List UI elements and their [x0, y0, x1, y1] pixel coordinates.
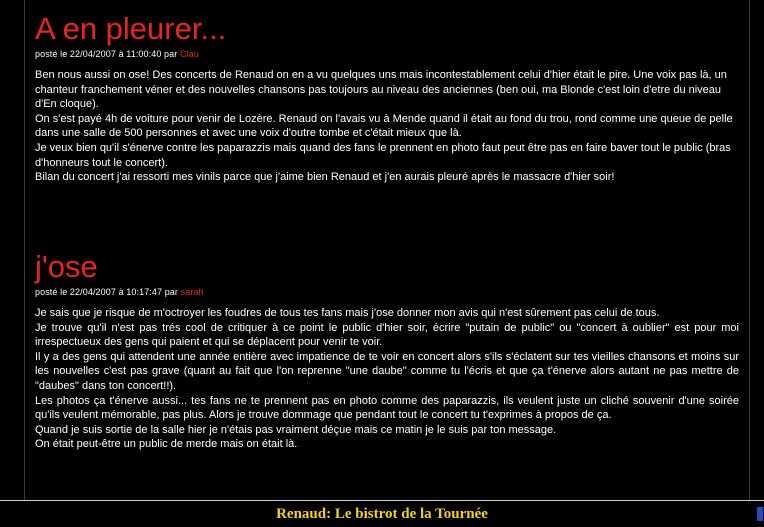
scroll-arrow-icon[interactable] — [757, 507, 763, 521]
footer-banner — [0, 501, 764, 523]
post-paragraph: Bilan du concert j'ai ressorti mes vinils parce que j'aime bien Renaud et j'en aurais pleuré après le massacre d'hier soir! — [35, 171, 615, 184]
post-title: A en pleurer... — [35, 11, 227, 46]
post-date: posté le 22/04/2007 à 10:17:47 par — [35, 287, 181, 297]
post-paragraph: Il y a des gens qui attendent une année entière avec impatience de te voir en concert alors s'ils s'éclatent sur tes vieilles chansons et moins sur les nouvelles c'est pas grave (quant au fait que l'on reprenne "une daube" comme tu l'écris et que ça t'énerve alors autant ne pas mettre de "daubes" dans ton concert!!). — [35, 350, 739, 392]
post-date: posté le 22/04/2007 à 11:00:40 par — [35, 49, 180, 59]
post-paragraph: On était peut-être un public de merde mais on était là. — [35, 438, 298, 451]
post-paragraph: Je sais que je risque de m'octroyer les foudres de tous tes fans mais j'ose donner mon avis qui n'est sûrement pas celui de tous. — [35, 307, 660, 319]
post — [35, 12, 739, 185]
footer-title: Renaud: Le bistrot de la Tournée — [276, 506, 488, 522]
guestbook-content — [24, 0, 750, 500]
post-paragraph: Les photos ça t'énerve aussi... tes fans ne te prennent pas en photo comme des paparazzis, ils veulent juste un cliché souvenir d'une soirée qu'ils veulent mémorable, pas plus. Alors je trouve dommage que pendant tout le concert tu t'exprimes à propos de ça. — [35, 394, 739, 422]
post-body — [35, 68, 739, 185]
post-paragraph: Je veux bien qu'il s'énerve contre les paparazzis mais quand des fans le prennent en photo faut peut être pas en faire baver tout le public (bras d'honneurs tout le concert). — [35, 141, 731, 169]
post-meta — [35, 287, 739, 297]
post-paragraph: Ben nous aussi on ose! Des concerts de Renaud on en a vu quelques uns mais incontestablement celui d'hier était le pire. Une voix pas là, un chanteur franchement véner et des nouvelles chansons pas toujours au niveau des anciennes (ben oui, ma Blonde c'est loin d'etre du niveau d'En cloque). — [35, 69, 727, 111]
post-title: j'ose — [35, 249, 98, 284]
post-author-link[interactable]: sarah — [180, 287, 204, 297]
post-paragraph: On s'est payé 4h de voiture pour venir de Lozère. Renaud on l'avais vu à Mende quand il était au fond du trou, rond comme une queue de pelle dans une salle de 500 personnes et avec une voix d'outre tombe et c'était mieux que là. — [35, 112, 733, 140]
post-paragraph: Je trouve qu'il n'est pas trés cool de critiquer à ce point le public d'hier soir, écrire "putain de public" ou "concert à oublier" est pour moi irrespectueux des gens qui paient et qui se déplacent pour venir te voir. — [35, 321, 739, 349]
post-body — [35, 306, 739, 452]
post-meta — [35, 49, 739, 59]
scrollbar[interactable] — [750, 0, 764, 500]
post — [35, 250, 739, 452]
post-paragraph: Quand je suis sortie de la salle hier je n'étais pas vraiment déçue mais ce matin je le suis par ton message. — [35, 423, 557, 436]
post-author-link[interactable]: Clau — [179, 49, 199, 59]
